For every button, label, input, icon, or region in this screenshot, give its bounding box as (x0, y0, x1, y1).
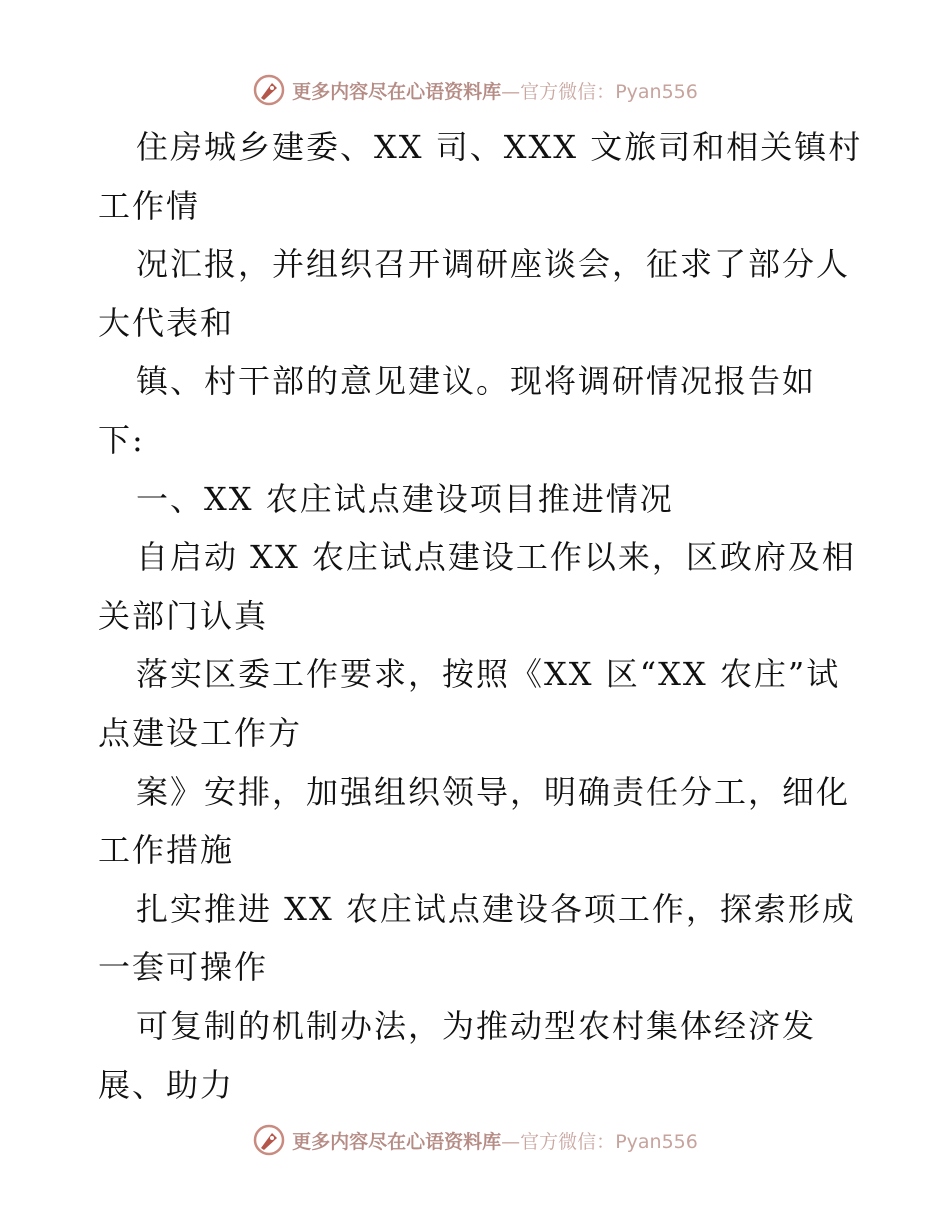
body-line: 工作情 (98, 186, 201, 225)
watermark-official-label: 官方微信： (520, 1130, 616, 1153)
body-line: 关部门认真 (98, 596, 269, 635)
body-line: 点建设工作方 (98, 713, 303, 752)
body-line: 展、助力 (98, 1065, 235, 1104)
watermark-text (292, 77, 698, 104)
watermark-main-text: 更多内容尽在心语资料库 (292, 1130, 502, 1153)
watermark-text (292, 1127, 698, 1154)
pen-nib-icon (252, 73, 286, 107)
watermark-wechat-id: Pyan556 (615, 1130, 698, 1153)
watermark-main-text: 更多内容尽在心语资料库 (292, 80, 502, 103)
body-line: 落实区委工作要求，按照《XX 区“XX 农庄”试 (136, 655, 841, 694)
watermark-separator: — (501, 80, 521, 103)
body-line: 案》安排，加强组织领导，明确责任分工，细化 (136, 772, 851, 811)
watermark-official-label: 官方微信： (520, 80, 616, 103)
body-line: 镇、村干部的意见建议。现将调研情况报告如 (136, 362, 817, 401)
header-watermark (0, 72, 950, 108)
watermark-wechat-id: Pyan556 (615, 80, 698, 103)
body-line: 大代表和 (98, 303, 235, 342)
body-line: 住房城乡建委、XX 司、XXX 文旅司和相关镇村 (136, 128, 863, 166)
section-heading: 一、XX 农庄试点建设项目推进情况 (136, 479, 674, 518)
footer-watermark (0, 1122, 950, 1158)
document-body (98, 118, 863, 1114)
body-line: 况汇报，并组织召开调研座谈会，征求了部分人 (136, 245, 851, 284)
body-line: 自启动 XX 农庄试点建设工作以来，区政府及相 (136, 538, 856, 577)
body-line: 扎实推进 XX 农庄试点建设各项工作，探索形成 (136, 889, 856, 928)
body-line: 下: (98, 420, 145, 459)
body-line: 可复制的机制办法，为推动型农村集体经济发 (136, 1006, 817, 1045)
watermark-separator: — (501, 1130, 521, 1153)
pen-nib-icon (252, 1123, 286, 1157)
body-line: 一套可操作 (98, 948, 269, 987)
body-line: 工作措施 (98, 831, 235, 870)
